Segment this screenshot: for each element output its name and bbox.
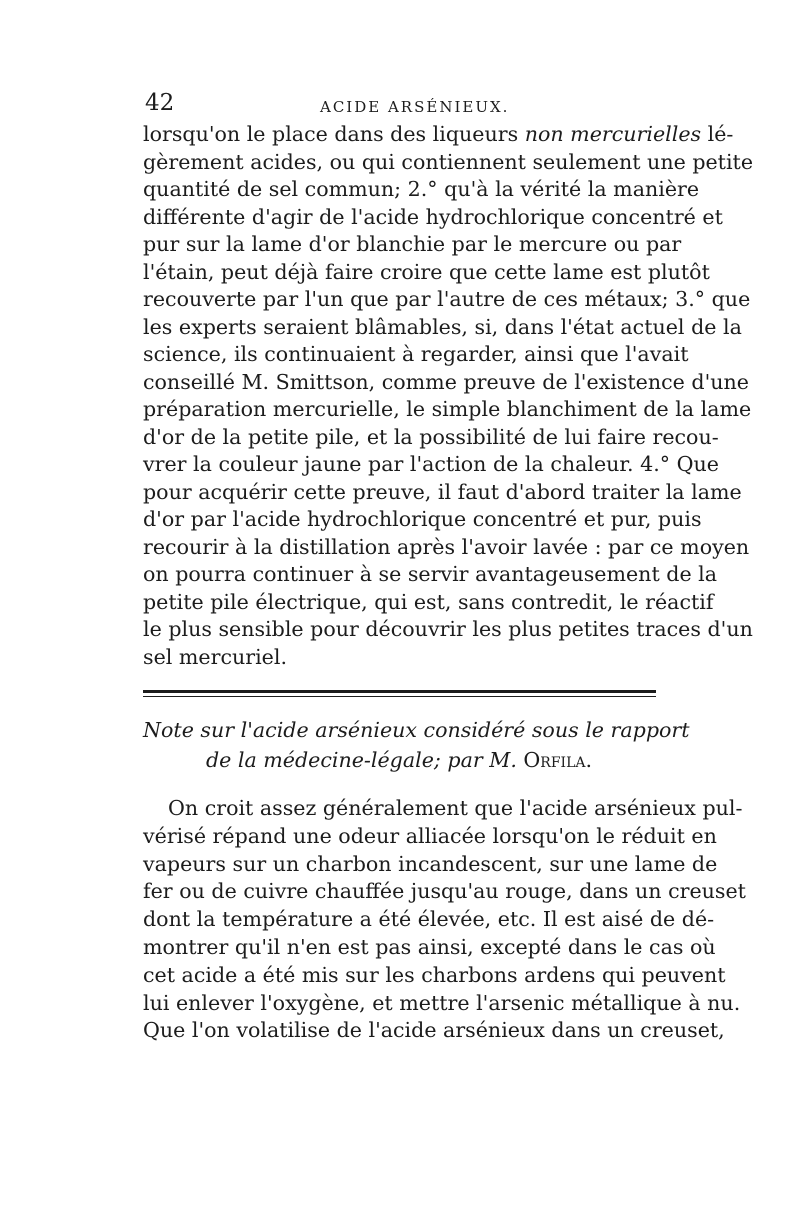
running-head: ACIDE ARSÉNIEUX.: [320, 98, 510, 116]
page-number: 42: [145, 90, 175, 116]
text-line: science, ils continuaient à regarder, ainsi que l'avait: [143, 342, 689, 366]
text-line: d'or de la petite pile, et la possibilité de lui faire recou-: [143, 424, 719, 449]
text-line: préparation mercurielle, le simple blanchiment de la lame: [143, 397, 752, 421]
text-line: vrer la couleur jaune par l'action de la chaleur. 4.° Que: [143, 452, 719, 476]
text-line: les experts seraient blâmables, si, dans l'état actuel de la: [143, 314, 742, 339]
text-segment: lé-: [701, 122, 734, 146]
note-paragraph: [143, 795, 746, 1045]
text-line: [143, 121, 734, 149]
text-line: d'or par l'acide hydrochlorique concentré et pur, puis: [143, 507, 702, 531]
body-paragraph: [143, 121, 754, 671]
text-line: cet acide a été mis sur les charbons ardens qui peuvent: [143, 962, 726, 987]
text-line: le plus sensible pour découvrir les plus petites traces d'un: [143, 617, 753, 641]
text-line: conseillé M. Smittson, comme preuve de l'existence d'une: [143, 369, 749, 394]
author-name: Orfila.: [523, 748, 593, 772]
text-line: recouverte par l'un que par l'autre de ces métaux; 3.° que: [143, 287, 751, 311]
text-line: l'étain, peut déjà faire croire que cette lame est plutôt: [143, 259, 710, 284]
text-line: Que l'on volatilise de l'acide arsénieux dans un creuset,: [143, 1018, 725, 1043]
note-title-line: [143, 745, 655, 775]
note-title: [143, 715, 690, 775]
text-line: On croit assez généralement que l'acide arsénieux pul-: [168, 796, 743, 820]
text-line: vérisé répand une odeur alliacée lorsqu'on le réduit en: [143, 823, 717, 848]
text-line: gèrement acides, ou qui contiennent seulement une petite: [143, 149, 754, 174]
text-line: fer ou de cuivre chauffée jusqu'au rouge, dans un creuset: [143, 879, 746, 904]
note-title-line: Note sur l'acide arsénieux considéré sous le rapport: [143, 718, 690, 742]
text-line: différente d'agir de l'acide hydrochlorique concentré et: [143, 204, 723, 229]
section-divider-thick: [143, 690, 656, 693]
text-line: vapeurs sur un charbon incandescent, sur une lame de: [143, 851, 718, 876]
text-line: montrer qu'il n'en est pas ainsi, excepté dans le cas où: [143, 934, 716, 959]
note-title-segment: de la médecine-légale; par M.: [205, 748, 524, 772]
text-line: dont la température a été élevée, etc. Il est aisé de dé-: [143, 907, 715, 932]
text-line: pur sur la lame d'or blanchie par le mercure ou par: [143, 232, 682, 256]
text-line: pour acquérir cette preuve, il faut d'abord traiter la lame: [143, 479, 742, 504]
italic-phrase: non mercurielles: [524, 122, 702, 146]
text-line: lui enlever l'oxygène, et mettre l'arsenic métallique à nu.: [143, 990, 741, 1015]
text-line: recourir à la distillation après l'avoir lavée : par ce moyen: [143, 534, 750, 559]
text-segment: lorsqu'on le place dans des liqueurs: [143, 122, 525, 146]
section-divider-thin: [143, 696, 656, 697]
text-line: petite pile électrique, qui est, sans contredit, le réactif: [143, 589, 714, 614]
text-line: on pourra continuer à se servir avantageusement de la: [143, 562, 718, 586]
text-line: sel mercuriel.: [143, 644, 287, 669]
text-line: quantité de sel commun; 2.° qu'à la vérité la manière: [143, 177, 700, 201]
